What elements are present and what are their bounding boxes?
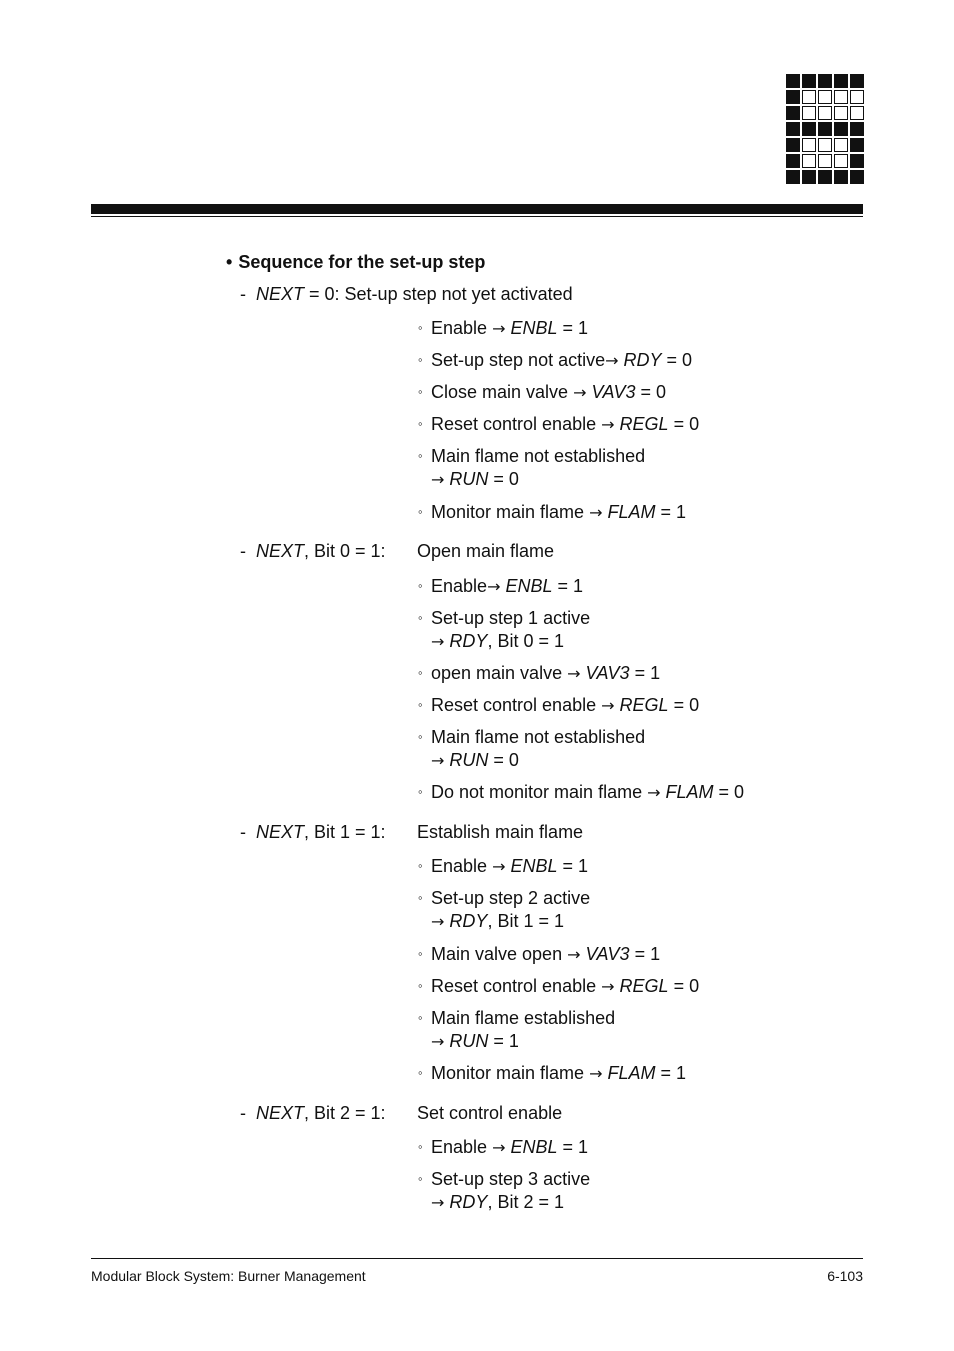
- logo-cell: [850, 74, 864, 88]
- logo-cell: [786, 74, 800, 88]
- logo-cell: [834, 106, 848, 120]
- list-item: ◦ Enable → ENBL = 1: [418, 856, 589, 876]
- logo-grid: [786, 74, 864, 184]
- list-item: ◦ Reset control enable → REGL = 0: [418, 414, 700, 434]
- logo-cell: [834, 154, 848, 168]
- circle-bullet-icon: ◦: [418, 784, 423, 799]
- logo-cell: [786, 90, 800, 104]
- logo-cell: [834, 170, 848, 184]
- list-item: ◦ Main flame not established → RUN = 0: [418, 446, 646, 489]
- list-item: ◦ Main flame not established → RUN = 0: [418, 727, 646, 770]
- condition-next-bit0: - NEXT, Bit 0 = 1: Open main flame: [240, 541, 555, 561]
- logo-cell: [850, 170, 864, 184]
- list-item: ◦ Set-up step 3 active → RDY, Bit 2 = 1: [418, 1169, 591, 1212]
- list-item: ◦ Set-up step not active→ RDY = 0: [418, 350, 693, 370]
- list-item: ◦ open main valve → VAV3 = 1: [418, 663, 661, 683]
- circle-bullet-icon: ◦: [418, 946, 423, 961]
- logo-cell: [818, 74, 832, 88]
- header-rule-thin: [91, 216, 863, 217]
- list-item: ◦ Main flame established → RUN = 1: [418, 1008, 616, 1051]
- circle-bullet-icon: ◦: [418, 504, 423, 519]
- arrow-right-icon: →: [487, 577, 501, 596]
- circle-bullet-icon: ◦: [418, 416, 423, 431]
- logo-cell: [786, 154, 800, 168]
- circle-bullet-icon: ◦: [418, 1171, 423, 1186]
- header-rule-thick: [91, 204, 863, 214]
- logo-cell: [834, 90, 848, 104]
- logo-cell: [818, 170, 832, 184]
- circle-bullet-icon: ◦: [418, 352, 423, 367]
- arrow-right-icon: →: [431, 751, 445, 770]
- arrow-right-icon: →: [589, 1064, 603, 1083]
- logo-cell: [850, 122, 864, 136]
- arrow-right-icon: →: [492, 857, 506, 876]
- arrow-right-icon: →: [647, 783, 661, 802]
- circle-bullet-icon: ◦: [418, 729, 423, 744]
- circle-bullet-icon: ◦: [418, 665, 423, 680]
- logo-cell: [802, 154, 816, 168]
- logo-cell: [802, 138, 816, 152]
- bullet-icon: •: [226, 252, 233, 272]
- list-item: ◦ Monitor main flame → FLAM = 1: [418, 502, 687, 522]
- condition-next-bit2: - NEXT, Bit 2 = 1: Set control enable: [240, 1103, 563, 1123]
- circle-bullet-icon: ◦: [418, 890, 423, 905]
- logo-cell: [818, 90, 832, 104]
- circle-bullet-icon: ◦: [418, 978, 423, 993]
- footer-rule: [91, 1258, 863, 1259]
- circle-bullet-icon: ◦: [418, 448, 423, 463]
- logo-cell: [834, 74, 848, 88]
- arrow-right-icon: →: [601, 977, 615, 996]
- circle-bullet-icon: ◦: [418, 1139, 423, 1154]
- arrow-right-icon: →: [601, 696, 615, 715]
- logo-cell: [818, 106, 832, 120]
- arrow-right-icon: →: [573, 383, 587, 402]
- logo-cell: [802, 74, 816, 88]
- list-item: ◦ Do not monitor main flame → FLAM = 0: [418, 782, 745, 802]
- logo-cell: [786, 170, 800, 184]
- circle-bullet-icon: ◦: [418, 384, 423, 399]
- arrow-right-icon: →: [431, 912, 445, 931]
- arrow-right-icon: →: [567, 664, 581, 683]
- section-heading: • Sequence for the set-up step: [226, 252, 486, 272]
- list-item: ◦ Reset control enable → REGL = 0: [418, 695, 700, 715]
- arrow-right-icon: →: [589, 503, 603, 522]
- condition-next-bit1: - NEXT, Bit 1 = 1: Establish main flame: [240, 822, 584, 842]
- list-item: ◦ Enable→ ENBL = 1: [418, 576, 584, 596]
- arrow-right-icon: →: [605, 351, 619, 370]
- logo-cell: [802, 106, 816, 120]
- arrow-right-icon: →: [431, 1193, 445, 1212]
- list-item: ◦ Reset control enable → REGL = 0: [418, 976, 700, 996]
- arrow-right-icon: →: [492, 1138, 506, 1157]
- arrow-right-icon: →: [431, 632, 445, 651]
- logo-cell: [818, 122, 832, 136]
- arrow-right-icon: →: [601, 415, 615, 434]
- circle-bullet-icon: ◦: [418, 858, 423, 873]
- logo-cell: [802, 122, 816, 136]
- list-item: ◦ Main valve open → VAV3 = 1: [418, 944, 661, 964]
- arrow-right-icon: →: [431, 1032, 445, 1051]
- logo-cell: [786, 138, 800, 152]
- arrow-right-icon: →: [431, 470, 445, 489]
- logo-cell: [850, 106, 864, 120]
- circle-bullet-icon: ◦: [418, 697, 423, 712]
- list-item: ◦ Set-up step 2 active → RDY, Bit 1 = 1: [418, 888, 591, 931]
- footer-title: Modular Block System: Burner Management: [91, 1268, 366, 1284]
- logo-cell: [850, 154, 864, 168]
- list-item: ◦ Monitor main flame → FLAM = 1: [418, 1063, 687, 1083]
- arrow-right-icon: →: [492, 319, 506, 338]
- circle-bullet-icon: ◦: [418, 578, 423, 593]
- logo-cell: [818, 138, 832, 152]
- logo-cell: [850, 90, 864, 104]
- list-item: ◦ Close main valve → VAV3 = 0: [418, 382, 667, 402]
- logo-cell: [818, 154, 832, 168]
- arrow-right-icon: →: [567, 945, 581, 964]
- list-item: ◦ Enable → ENBL = 1: [418, 318, 589, 338]
- list-item: ◦ Enable → ENBL = 1: [418, 1137, 589, 1157]
- list-item: ◦ Set-up step 1 active → RDY, Bit 0 = 1: [418, 608, 591, 651]
- circle-bullet-icon: ◦: [418, 320, 423, 335]
- circle-bullet-icon: ◦: [418, 610, 423, 625]
- logo-cell: [786, 106, 800, 120]
- logo-cell: [802, 90, 816, 104]
- condition-next-0: - NEXT = 0: Set-up step not yet activated: [240, 284, 573, 304]
- logo-cell: [802, 170, 816, 184]
- logo-cell: [834, 122, 848, 136]
- logo-cell: [834, 138, 848, 152]
- logo-cell: [786, 122, 800, 136]
- logo-cell: [850, 138, 864, 152]
- circle-bullet-icon: ◦: [418, 1010, 423, 1025]
- page-number: 6-103: [827, 1268, 863, 1284]
- circle-bullet-icon: ◦: [418, 1065, 423, 1080]
